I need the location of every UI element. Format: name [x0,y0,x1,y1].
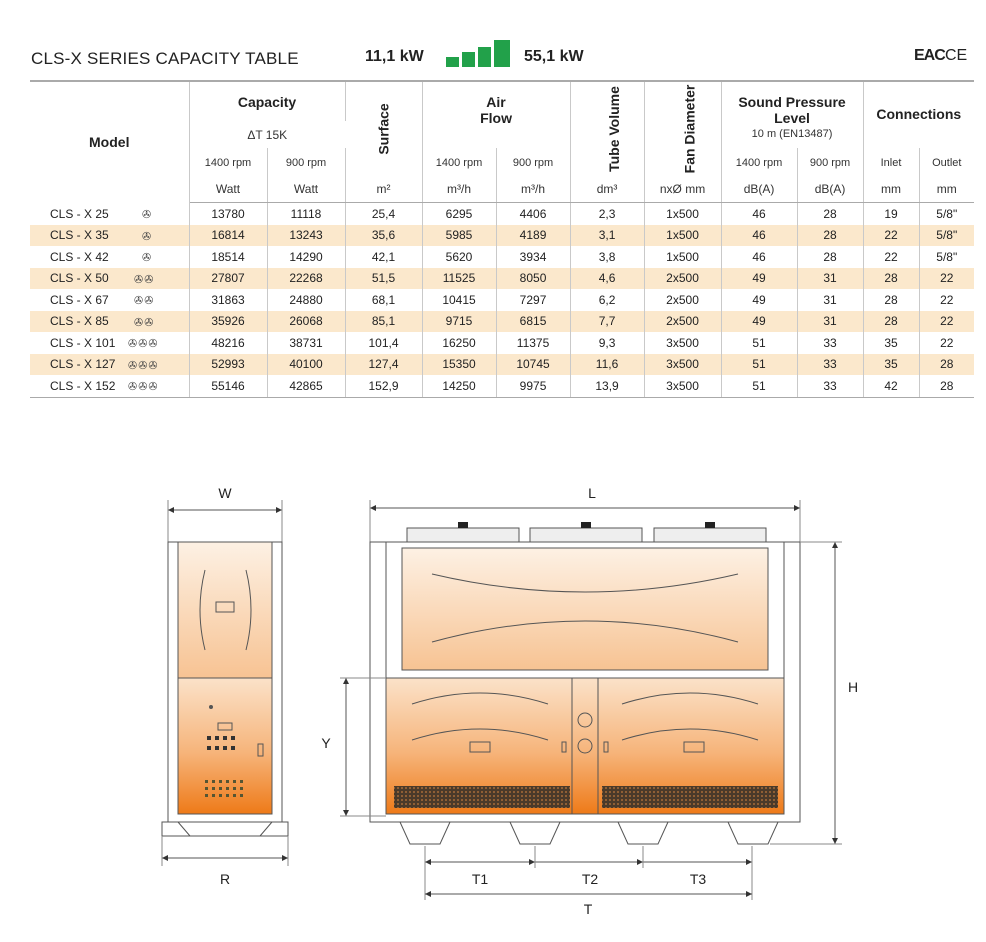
cell-inlet: 22 [863,246,919,268]
cell-inlet: 28 [863,311,919,333]
cell-surface: 85,1 [345,311,422,333]
cell-air1400: 14250 [422,375,496,397]
cell-cap900: 26068 [267,311,345,333]
cell-outlet: 5/8" [936,206,958,221]
model-header: Model [30,81,189,203]
cell-air900: 11375 [496,332,570,354]
table-row [30,246,974,268]
cell-surface: 101,4 [345,332,422,354]
cell-inlet: 22 [863,225,919,247]
cell-cap1400: 16814 [189,225,267,247]
cell-snd1400: 46 [721,203,797,225]
table-row [30,225,974,247]
cell-inlet: 19 [863,203,919,225]
cap-900-unit: Watt [267,175,345,203]
cell-surface: 51,5 [345,268,422,290]
cell-cap900: 14290 [267,246,345,268]
tube-unit: dm³ [570,175,644,203]
cell-snd1400: 46 [721,225,797,247]
cell-snd900: 28 [797,203,863,225]
cell-fan: 3x500 [644,375,721,397]
capacity-min-label: 11,1 kW [365,48,424,65]
cell-surface: 35,6 [345,225,422,247]
dim-t-label: T [583,901,593,917]
dim-t3-label: T3 [689,871,707,887]
surface-header: Surface [345,81,422,175]
sound-pressure-header: Sound Pressure Level 10 m (EN13487) [721,81,863,148]
model-name: CLS - X 152 [50,378,116,393]
cell-fan: 1x500 [644,203,721,225]
cell-inlet: 28 [863,268,919,290]
fan-count-icon: ✇✇ [134,316,155,329]
cell-cap900: 11118 [267,203,345,225]
cell-fan: 2x500 [644,289,721,311]
cell-fan: 2x500 [644,311,721,333]
fan-count-icon: ✇✇✇ [128,381,159,393]
cell-surface: 68,1 [345,289,422,311]
table-row [30,375,974,397]
cell-snd900: 28 [797,225,863,247]
cell-air1400: 5985 [422,225,496,247]
cell-air1400: 5620 [422,246,496,268]
cell-air1400: 11525 [422,268,496,290]
fan-count-icon: ✇✇ [134,295,155,307]
capacity-table [30,80,974,398]
eac-mark: EAC [914,47,945,64]
dimension-drawing [0,470,986,942]
cell-tube: 13,9 [570,375,644,397]
dim-y-label: Y [321,735,331,751]
tube-volume-header: Tube Volume [570,81,644,175]
cell-snd900: 28 [797,246,863,268]
cell-fan: 2x500 [644,268,721,290]
outlet-header: Outlet [932,156,962,169]
cell-snd900: 33 [797,375,863,397]
cell-air1400: 16250 [422,332,496,354]
inlet-header: Inlet [863,148,919,175]
model-name: CLS - X 85 [50,314,109,329]
table-row [30,332,974,354]
air-1400-unit: m³/h [422,175,496,203]
cell-surface: 25,4 [345,203,422,225]
capacity-max-label: 55,1 kW [524,48,584,65]
cell-surface: 127,4 [345,354,422,376]
dim-l-label: L [588,485,596,501]
table-row [30,289,974,311]
capacity-bar-1 [446,57,459,67]
cell-surface: 42,1 [345,246,422,268]
air-900-header: 900 rpm [496,148,570,175]
cell-snd1400: 49 [721,289,797,311]
connections-header: Connections [863,81,974,148]
cell-inlet: 35 [863,332,919,354]
dim-r-label: R [219,871,231,887]
cell-cap900: 40100 [267,354,345,376]
front-view [340,500,842,900]
model-name: CLS - X 127 [50,357,116,372]
cell-air900: 3934 [496,246,570,268]
cell-snd1400: 51 [721,332,797,354]
side-view [162,500,288,866]
cell-cap900: 22268 [267,268,345,290]
capacity-range-bars-icon [446,39,516,67]
snd-900-header: 900 rpm [797,148,863,175]
fan-unit: nxØ mm [644,175,721,203]
cell-cap900: 13243 [267,225,345,247]
model-name: CLS - X 42 [50,249,109,264]
cell-snd1400: 51 [721,375,797,397]
delta-t-label: ΔT 15K [247,127,288,142]
cell-air1400: 15350 [422,354,496,376]
cell-snd900: 33 [797,332,863,354]
cell-outlet: 5/8" [936,249,958,264]
model-cell [30,332,189,354]
capacity-header: Capacity [189,81,345,121]
cell-tube: 6,2 [570,289,644,311]
cell-cap1400: 31863 [189,289,267,311]
capacity-bar-3 [478,47,491,67]
fan-count-icon: ✇✇✇ [128,338,159,350]
model-cell [30,268,189,290]
outlet-unit: mm [919,175,974,203]
dim-w-label: W [218,485,232,501]
cell-fan: 3x500 [644,354,721,376]
model-name: CLS - X 101 [50,335,116,350]
cell-air900: 10745 [496,354,570,376]
cell-air900: 4406 [496,203,570,225]
air-1400-header: 1400 rpm [422,148,496,175]
inlet-unit: mm [863,175,919,203]
air-900-unit: m³/h [496,175,570,203]
cell-inlet: 28 [863,289,919,311]
cell-air1400: 6295 [422,203,496,225]
model-cell [30,203,189,225]
cell-snd1400: 46 [721,246,797,268]
model-cell [30,289,189,311]
cell-tube: 3,8 [570,246,644,268]
cell-snd900: 31 [797,311,863,333]
cell-tube: 7,7 [570,311,644,333]
table-row [30,311,974,333]
cell-fan: 1x500 [644,246,721,268]
cell-air900: 9975 [496,375,570,397]
model-cell [30,375,189,397]
cell-outlet: 28 [919,375,974,397]
table-row [30,203,974,225]
cell-cap900: 38731 [267,332,345,354]
cap-900-header: 900 rpm [267,148,345,175]
cell-air1400: 10415 [422,289,496,311]
model-name: CLS - X 50 [50,271,109,286]
cell-cap1400: 35926 [189,311,267,333]
cell-cap1400: 27807 [189,268,267,290]
model-name: CLS - X 35 [50,228,109,243]
cell-air1400: 9715 [422,311,496,333]
fan-diameter-header: Fan Diameter [644,81,721,175]
fan-count-icon: ✇✇✇ [128,359,159,372]
cell-tube: 9,3 [570,332,644,354]
dim-t2-label: T2 [581,871,599,887]
cell-tube: 3,1 [570,225,644,247]
cell-cap1400: 52993 [189,354,267,376]
cell-outlet: 28 [919,354,974,376]
cell-surface: 152,9 [345,375,422,397]
fan-count-icon: ✇ [142,230,153,243]
model-name: CLS - X 67 [50,292,109,307]
cell-tube: 2,3 [570,203,644,225]
capacity-table-body [30,203,974,398]
cell-cap1400: 48216 [189,332,267,354]
model-cell [30,246,189,268]
ce-mark: CE [945,47,968,64]
cell-snd900: 31 [797,289,863,311]
cell-air900: 8050 [496,268,570,290]
page-title: CLS-X SERIES CAPACITY TABLE [31,49,299,68]
fan-count-icon: ✇ [142,252,153,264]
cell-snd900: 33 [797,354,863,376]
fan-count-icon: ✇ [142,208,153,221]
fan-units [407,522,766,542]
cell-cap1400: 55146 [189,375,267,397]
surface-unit: m² [345,175,422,203]
cell-tube: 4,6 [570,268,644,290]
cell-tube: 11,6 [570,354,644,376]
model-cell [30,311,189,333]
cell-fan: 3x500 [644,332,721,354]
cell-fan: 1x500 [644,225,721,247]
air-flow-header: Air Flow [422,81,570,148]
snd-1400-header: 1400 rpm [721,148,797,175]
dim-t1-label: T1 [471,871,489,887]
cell-snd1400: 49 [721,268,797,290]
cell-air900: 6815 [496,311,570,333]
cell-outlet: 5/8" [919,225,974,247]
cell-cap900: 42865 [267,375,345,397]
cell-snd900: 31 [797,268,863,290]
cell-snd1400: 49 [721,311,797,333]
cell-air900: 7297 [496,289,570,311]
cap-1400-header: 1400 rpm [189,148,267,175]
model-cell [30,354,189,376]
cell-cap1400: 13780 [189,203,267,225]
cell-inlet: 35 [863,354,919,376]
fan-count-icon: ✇✇ [134,273,155,286]
capacity-bar-2 [462,52,475,67]
model-cell [30,225,189,247]
cell-cap900: 24880 [267,289,345,311]
cell-cap1400: 18514 [189,246,267,268]
capacity-bar-4 [494,40,510,67]
model-name: CLS - X 25 [50,206,109,221]
cell-inlet: 42 [863,375,919,397]
table-row [30,268,974,290]
cell-snd1400: 51 [721,354,797,376]
dim-h-label: H [848,679,859,695]
snd-1400-unit: dB(A) [721,175,797,203]
cell-air900: 4189 [496,225,570,247]
cell-outlet: 22 [919,311,974,333]
cap-1400-unit: Watt [189,175,267,203]
cell-outlet: 22 [940,292,954,307]
cell-outlet: 22 [940,335,954,350]
table-row [30,354,974,376]
cell-outlet: 22 [919,268,974,290]
snd-900-unit: dB(A) [797,175,863,203]
